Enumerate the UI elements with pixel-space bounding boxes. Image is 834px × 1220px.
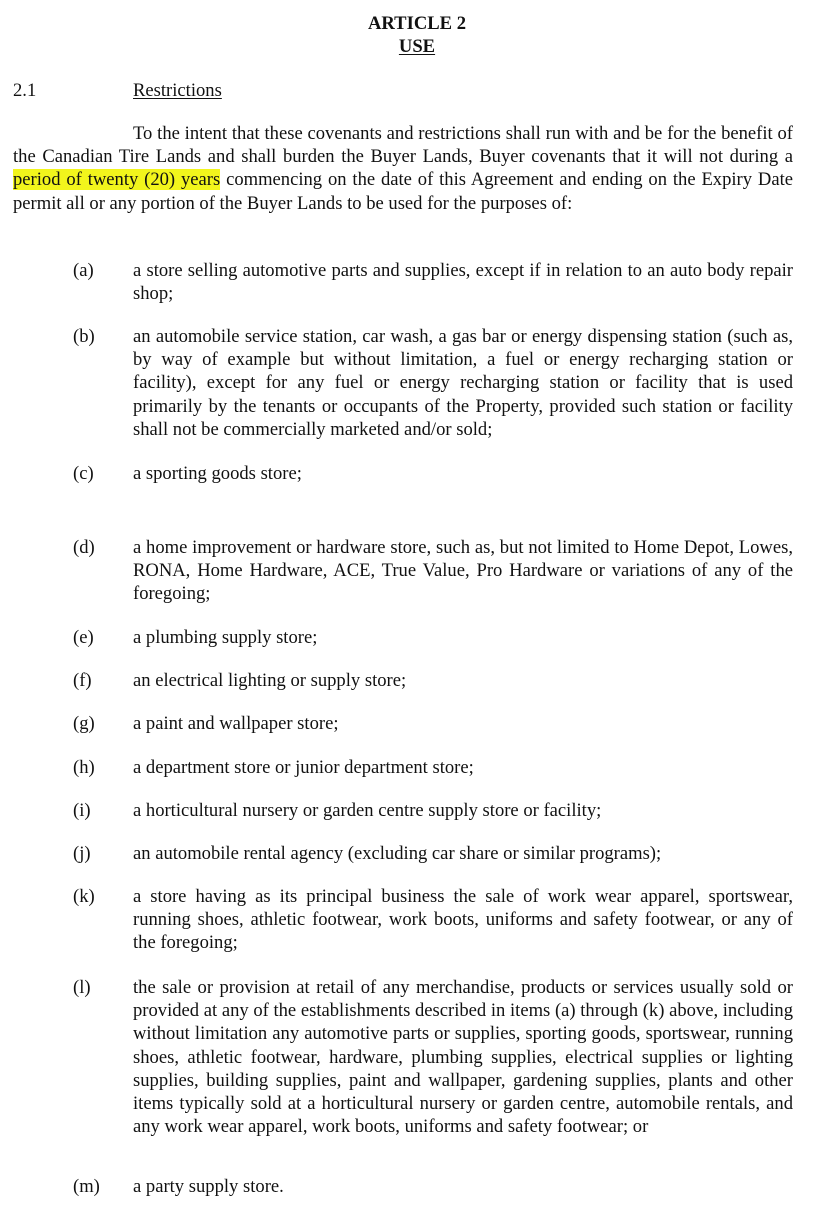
intro-paragraph	[13, 122, 793, 215]
item-text: a party supply store.	[133, 1176, 284, 1197]
item-text: a horticultural nursery or garden centre supply store or facility;	[133, 800, 602, 821]
item-text: a store selling automotive parts and supplies, except if in relation to an auto body repair shop;	[133, 260, 793, 305]
item-text: a store having as its principal business the sale of work wear apparel, sportswear, running shoes, athletic footwear, work boots, uniforms and safety footwear, or any of the foregoing;	[133, 886, 793, 954]
item-text: a sporting goods store;	[133, 463, 302, 484]
item-text: an electrical lighting or supply store;	[133, 670, 407, 691]
highlighted-term: period of twenty (20) years	[13, 169, 221, 191]
article-title: USE	[398, 36, 436, 57]
item-text: an automobile rental agency (excluding car share or similar programs);	[133, 843, 662, 864]
item-label: (l)	[73, 977, 91, 998]
item-text: a department store or junior department store;	[133, 757, 474, 778]
intro-text-after: commencing on the date of this Agreement and ending on the Expiry Date permit all or any portion of the Buyer Lands to be used for the purposes of:	[13, 169, 793, 214]
item-text: an automobile service station, car wash, a gas bar or energy dispensing station (such as, by way of example but without limitation, a fuel or energy recharging station or facility), except for any fuel or energy recharging station or facility that is used primarily by the tenants or occupants of the Property, provided such station or facility shall not be commercially marketed and/or sold;	[133, 326, 793, 440]
item-text: a home improvement or hardware store, such as, but not limited to Home Depot, Lowes, RONA, Home Hardware, ACE, True Value, Pro Hardware or variations of any of the foregoing;	[133, 537, 793, 605]
item-label: (k)	[73, 886, 95, 907]
item-label: (d)	[73, 537, 95, 558]
item-text: a plumbing supply store;	[133, 627, 318, 648]
item-label: (g)	[73, 713, 95, 734]
item-label: (e)	[73, 627, 94, 648]
item-label: (m)	[73, 1176, 100, 1197]
item-label: (j)	[73, 843, 91, 864]
item-label: (f)	[73, 670, 92, 691]
item-label: (i)	[73, 800, 91, 821]
intro-text-before: To the intent that these covenants and restrictions shall run with and be for the benefit of the Canadian Tire Lands and shall burden the Buyer Lands, Buyer covenants that it will not during a	[13, 123, 793, 168]
item-text: the sale or provision at retail of any merchandise, products or services usually sold or provided at any of the establishments described in items (a) through (k) above, including without limitation any automotive parts or supplies, sporting goods, sportswear, running shoes, athletic footwear, hardware, plumbing supplies, electrical supplies or lighting supplies, building supplies, paint and wallpaper, gardening supplies, plants and other items typically sold at a horticultural nursery or garden centre, automobile rentals, and any work wear apparel, work boots, uniforms and safety footwear; or	[133, 977, 793, 1138]
item-text: a paint and wallpaper store;	[133, 713, 339, 734]
section-number: 2.1	[13, 80, 37, 101]
item-label: (b)	[73, 326, 95, 347]
item-label: (c)	[73, 463, 94, 484]
article-number: ARTICLE 2	[367, 13, 467, 34]
item-label: (h)	[73, 757, 95, 778]
section-title: Restrictions	[133, 80, 222, 101]
item-label: (a)	[73, 260, 94, 281]
